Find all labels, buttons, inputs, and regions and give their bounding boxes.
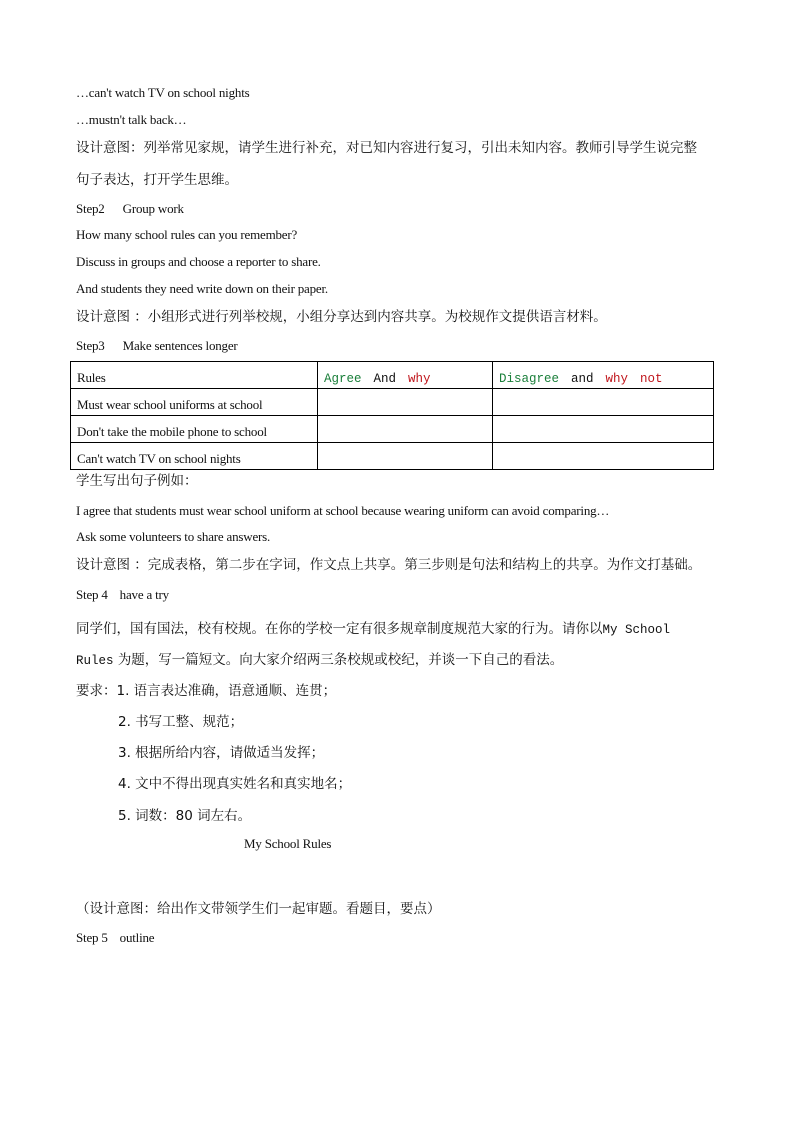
table-cell-empty bbox=[493, 443, 714, 470]
table-cell-empty bbox=[318, 416, 493, 443]
design-intent: 句子表达，打开学生思维。 bbox=[76, 172, 238, 188]
text-line: And students they need write down on their paper. bbox=[76, 281, 328, 296]
table-cell-empty bbox=[318, 443, 493, 470]
requirement-item: 3. 根据所给内容，请做适当发挥； bbox=[118, 745, 325, 761]
step-title: have a try bbox=[119, 587, 169, 602]
design-intent: 设计意图：列举常见家规，请学生进行补充，对已知内容进行复习，引出未知内容。教师引导学生说完整 bbox=[76, 140, 697, 156]
table-cell: Must wear school uniforms at school bbox=[71, 389, 318, 416]
text-line: …mustn't talk back… bbox=[76, 112, 187, 127]
table-cell: Can't watch TV on school nights bbox=[71, 443, 318, 470]
essay-title: My School Rules bbox=[244, 836, 332, 851]
step-title: outline bbox=[119, 930, 155, 945]
table-row bbox=[71, 389, 714, 416]
writing-task: Rules 为题，写一篇短文。向大家介绍两三条校规或校纪，并谈一下自己的看法。 bbox=[76, 652, 564, 668]
step-label: Step 4 bbox=[76, 587, 108, 602]
requirement-item: 1. 语言表达准确，语意通顺、连贯； bbox=[116, 683, 337, 699]
table-header-cell: Disagree and why not bbox=[493, 362, 714, 389]
table-header-cell: Rules bbox=[71, 362, 318, 389]
text-line: Ask some volunteers to share answers. bbox=[76, 529, 271, 544]
text-line: …can't watch TV on school nights bbox=[76, 85, 250, 100]
design-intent: 设计意图 ：完成表格，第二步在字词，作文点上共享。第三步则是句法和结构上的共享。为作文打基础。 bbox=[76, 557, 702, 573]
step-heading bbox=[76, 930, 154, 946]
table-cell-empty bbox=[493, 416, 714, 443]
text-line: Discuss in groups and choose a reporter to share. bbox=[76, 254, 321, 269]
design-intent: 设计意图 ：小组形式进行列举校规，小组分享达到内容共享。为校规作文提供语言材料。 bbox=[76, 309, 607, 325]
text-line: How many school rules can you remember? bbox=[76, 227, 298, 242]
requirements-label: 要求：1. 语言表达准确，语意通顺、连贯； bbox=[76, 683, 337, 699]
design-intent: （设计意图：给出作文带领学生们一起审题。看题目，要点） bbox=[76, 901, 441, 917]
requirement-item: 4. 文中不得出现真实姓名和真实地名； bbox=[118, 776, 352, 792]
step-heading bbox=[76, 338, 238, 354]
table-header-row bbox=[71, 362, 714, 389]
writing-task: 同学们，国有国法，校有校规。在你的学校一定有很多规章制度规范大家的行为。请你以My School bbox=[76, 621, 671, 637]
table-cell: Don't take the mobile phone to school bbox=[71, 416, 318, 443]
table-cell-empty bbox=[318, 389, 493, 416]
table-cell-empty bbox=[493, 389, 714, 416]
requirement-item: 2. 书写工整、规范； bbox=[118, 714, 244, 730]
step-heading bbox=[76, 587, 169, 603]
example-sentence: I agree that students must wear school uniform at school because wearing uniform can avoid comparing… bbox=[76, 503, 610, 518]
step-title: Group work bbox=[122, 201, 184, 216]
step-label: Step 5 bbox=[76, 930, 108, 945]
step-label: Step3 bbox=[76, 338, 105, 353]
step-title: Make sentences longer bbox=[122, 338, 238, 353]
requirement-item: 5. 词数：80 词左右。 bbox=[118, 808, 252, 824]
step-heading bbox=[76, 201, 184, 217]
table-header-cell: Agree And why bbox=[318, 362, 493, 389]
step-label: Step2 bbox=[76, 201, 105, 216]
rules-table bbox=[70, 361, 714, 470]
table-row bbox=[71, 443, 714, 470]
table-row bbox=[71, 416, 714, 443]
text-line: 学生写出句子例如： bbox=[76, 473, 198, 489]
